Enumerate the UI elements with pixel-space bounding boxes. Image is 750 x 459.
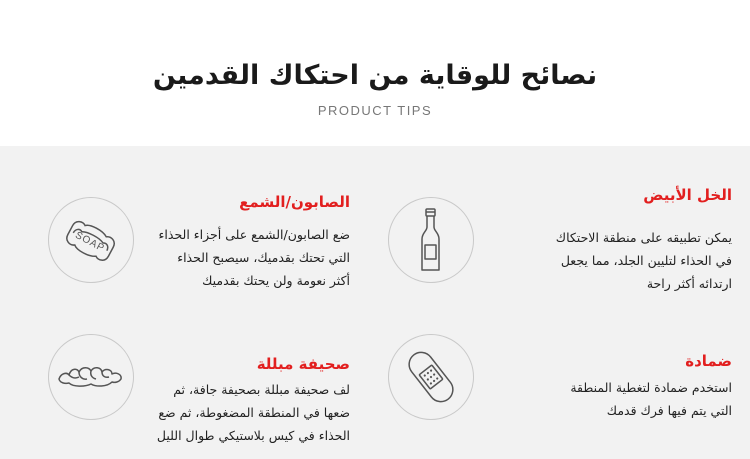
tip-line: استخدم ضمادة لتغطية المنطقة [570,380,732,395]
tip-body-vinegar [556,226,732,295]
tip-line: أكثر نعومة ولن يحتك بقدميك [202,273,350,288]
tip-title-newspaper: صحيفة مبللة [256,355,350,373]
tip-title-soap: الصابون/الشمع [239,193,350,211]
wet-paper-icon [48,334,134,420]
header [0,0,750,146]
tip-body-bandage [570,376,732,422]
page-title: نصائح للوقاية من احتكاك القدمين [152,60,598,91]
soap-label: SOAP [73,229,107,255]
tip-title-bandage: ضمادة [685,352,732,370]
tip-line: ضعها في المنطقة المضغوطة، ثم ضع [158,405,350,420]
page-subtitle: PRODUCT TIPS [317,103,433,118]
bottle-icon [388,197,474,283]
tip-line: التي تحتك بقدميك، سيصبح الحذاء [177,250,350,265]
soap-icon [48,197,134,283]
tip-line: التي يتم فيها فرك قدمك [606,403,732,418]
bandage-icon [388,334,474,420]
tip-body-newspaper [157,378,350,447]
tip-line: ضع الصابون/الشمع على أجزاء الحذاء [158,227,350,242]
tip-line: ارتدائه أكثر راحة [646,276,732,291]
tip-body-soap [159,223,350,292]
tips-panel [0,146,750,459]
tip-line: لف صحيفة مبللة بصحيفة جافة، ثم [173,382,350,397]
tip-line: الحذاء في كيس بلاستيكي طوال الليل [156,428,350,443]
tip-title-vinegar: الخل الأبيض [643,186,732,204]
tip-line: في الحذاء لتليين الجلد، مما يجعل [560,253,732,268]
tip-line: يمكن تطبيقه على منطقة الاحتكاك [555,230,732,245]
